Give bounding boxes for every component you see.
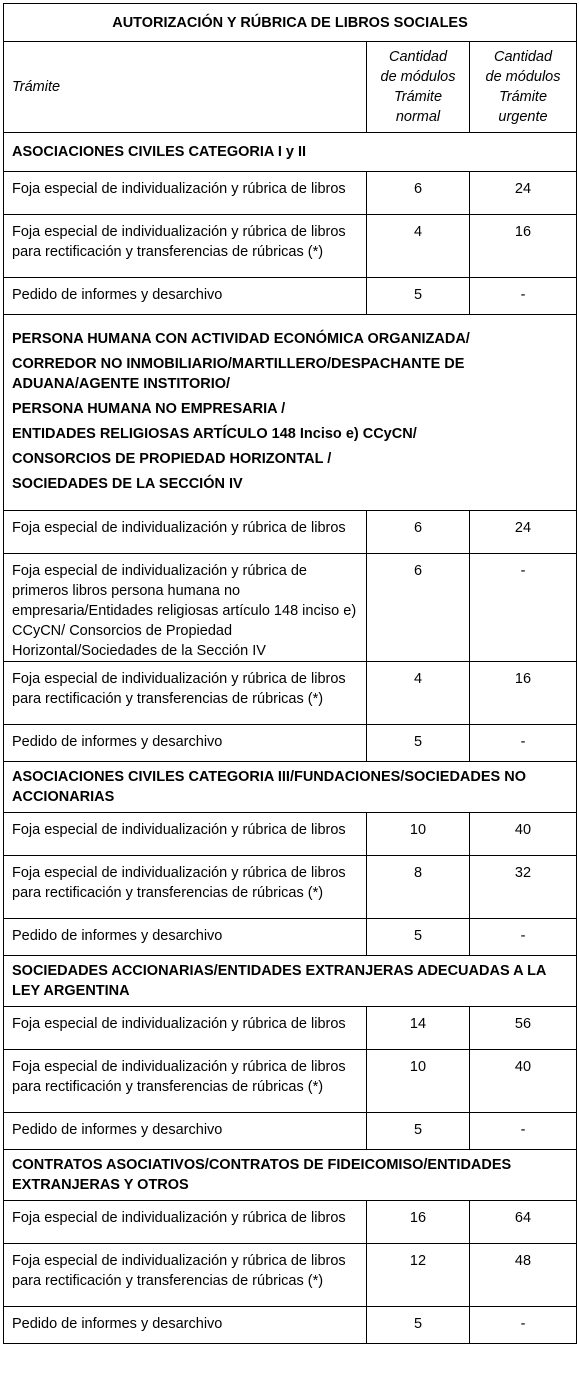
row-modules-urgente: 16	[470, 215, 577, 278]
section-header-row	[4, 762, 577, 813]
row-description: Foja especial de individualización y rúbrica de libros para rectificación y transferencias de rúbricas (*)	[4, 215, 367, 278]
row-modules-normal: 8	[367, 856, 470, 919]
row-modules-urgente: 16	[470, 662, 577, 725]
row-modules-normal: 5	[367, 278, 470, 315]
table-row	[4, 278, 577, 315]
row-modules-urgente: 24	[470, 511, 577, 554]
section-title-line: SOCIEDADES DE LA SECCIÓN IV	[12, 476, 243, 492]
row-modules-normal: 4	[367, 215, 470, 278]
row-modules-normal: 5	[367, 1307, 470, 1344]
header-normal	[367, 42, 470, 133]
row-modules-normal: 4	[367, 662, 470, 725]
row-modules-urgente: -	[470, 919, 577, 956]
header-row	[4, 42, 577, 133]
table-row	[4, 813, 577, 856]
table-row	[4, 1050, 577, 1113]
header-normal-line: normal	[395, 109, 441, 125]
header-normal-line: de módulos	[380, 69, 456, 85]
header-normal-line: Cantidad	[388, 49, 448, 65]
header-urgente-line: de módulos	[485, 69, 561, 85]
table-row	[4, 919, 577, 956]
row-description: Foja especial de individualización y rúbrica de libros	[4, 1201, 367, 1244]
row-modules-normal: 12	[367, 1244, 470, 1307]
table-row	[4, 1307, 577, 1344]
row-modules-normal: 16	[367, 1201, 470, 1244]
row-description: Pedido de informes y desarchivo	[4, 919, 367, 956]
header-urgente-line: Trámite	[498, 89, 548, 105]
table-row	[4, 725, 577, 762]
table-row	[4, 554, 577, 662]
row-modules-urgente: -	[470, 278, 577, 315]
row-description: Foja especial de individualización y rúbrica de libros	[4, 511, 367, 554]
section-header-row	[4, 956, 577, 1007]
row-modules-normal: 10	[367, 813, 470, 856]
header-tramite: Trámite	[4, 42, 367, 133]
row-modules-normal: 14	[367, 1007, 470, 1050]
section-title	[4, 956, 577, 1007]
section-title-line: PERSONA HUMANA NO EMPRESARIA /	[12, 401, 286, 417]
section-header-row	[4, 133, 577, 172]
row-modules-urgente: -	[470, 1307, 577, 1344]
table-row	[4, 172, 577, 215]
fees-table	[3, 3, 577, 1344]
row-description: Foja especial de individualización y rúbrica de libros para rectificación y transferencias de rúbricas (*)	[4, 1244, 367, 1307]
row-modules-urgente: -	[470, 554, 577, 662]
row-modules-urgente: -	[470, 1113, 577, 1150]
row-modules-normal: 10	[367, 1050, 470, 1113]
section-header-row	[4, 315, 577, 511]
row-modules-normal: 5	[367, 919, 470, 956]
row-modules-normal: 6	[367, 554, 470, 662]
row-modules-urgente: 32	[470, 856, 577, 919]
table-row	[4, 215, 577, 278]
table-row	[4, 662, 577, 725]
header-urgente	[470, 42, 577, 133]
section-title-line: ASOCIACIONES CIVILES CATEGORIA I y II	[12, 144, 307, 160]
row-modules-normal: 5	[367, 725, 470, 762]
section-title	[4, 315, 577, 511]
row-modules-urgente: 64	[470, 1201, 577, 1244]
table-row	[4, 511, 577, 554]
row-description: Foja especial de individualización y rúbrica de libros para rectificación y transferencias de rúbricas (*)	[4, 662, 367, 725]
row-modules-urgente: 56	[470, 1007, 577, 1050]
row-description: Pedido de informes y desarchivo	[4, 1113, 367, 1150]
table-title: AUTORIZACIÓN Y RÚBRICA DE LIBROS SOCIALES	[4, 4, 577, 42]
section-title-line: CORREDOR NO INMOBILIARIO/MARTILLERO/DESPACHANTE DE ADUANA/AGENTE INSTITORIO/	[12, 356, 465, 392]
row-modules-urgente: 48	[470, 1244, 577, 1307]
section-title-line: CONSORCIOS DE PROPIEDAD HORIZONTAL /	[12, 451, 332, 467]
section-title-line: PERSONA HUMANA CON ACTIVIDAD ECONÓMICA ORGANIZADA/	[12, 331, 470, 347]
row-modules-normal: 6	[367, 511, 470, 554]
header-urgente-line: Cantidad	[493, 49, 553, 65]
table-row	[4, 1113, 577, 1150]
section-title-line: SOCIEDADES ACCIONARIAS/ENTIDADES EXTRANJERAS ADECUADAS A LA LEY ARGENTINA	[12, 963, 546, 999]
row-description: Foja especial de individualización y rúbrica de primeros libros persona humana no empresaria/Entidades religiosas artículo 148 inciso e) CCyCN/ Consorcios de Propiedad Horizontal/Sociedades de la Sección IV	[4, 554, 367, 662]
row-modules-normal: 6	[367, 172, 470, 215]
table-row	[4, 1007, 577, 1050]
row-modules-urgente: 40	[470, 1050, 577, 1113]
row-description: Foja especial de individualización y rúbrica de libros para rectificación y transferencias de rúbricas (*)	[4, 856, 367, 919]
row-description: Foja especial de individualización y rúbrica de libros para rectificación y transferencias de rúbricas (*)	[4, 1050, 367, 1113]
section-title	[4, 133, 577, 172]
title-row	[4, 4, 577, 42]
row-modules-normal: 5	[367, 1113, 470, 1150]
table-row	[4, 1244, 577, 1307]
row-description: Pedido de informes y desarchivo	[4, 278, 367, 315]
fees-table-body	[4, 4, 577, 1344]
section-title-line: CONTRATOS ASOCIATIVOS/CONTRATOS DE FIDEICOMISO/ENTIDADES EXTRANJERAS Y OTROS	[12, 1157, 512, 1193]
row-description: Foja especial de individualización y rúbrica de libros	[4, 813, 367, 856]
row-description: Foja especial de individualización y rúbrica de libros	[4, 172, 367, 215]
row-modules-urgente: 40	[470, 813, 577, 856]
header-urgente-line: urgente	[498, 109, 548, 125]
section-title-line: ENTIDADES RELIGIOSAS ARTÍCULO 148 Inciso e) CCyCN/	[12, 426, 417, 442]
table-row	[4, 1201, 577, 1244]
row-description: Pedido de informes y desarchivo	[4, 1307, 367, 1344]
row-modules-urgente: 24	[470, 172, 577, 215]
section-title	[4, 762, 577, 813]
table-row	[4, 856, 577, 919]
section-title	[4, 1150, 577, 1201]
section-title-line: ASOCIACIONES CIVILES CATEGORIA III/FUNDACIONES/SOCIEDADES NO ACCIONARIAS	[12, 769, 526, 805]
section-header-row	[4, 1150, 577, 1201]
row-description: Pedido de informes y desarchivo	[4, 725, 367, 762]
header-normal-line: Trámite	[393, 89, 443, 105]
row-modules-urgente: -	[470, 725, 577, 762]
row-description: Foja especial de individualización y rúbrica de libros	[4, 1007, 367, 1050]
